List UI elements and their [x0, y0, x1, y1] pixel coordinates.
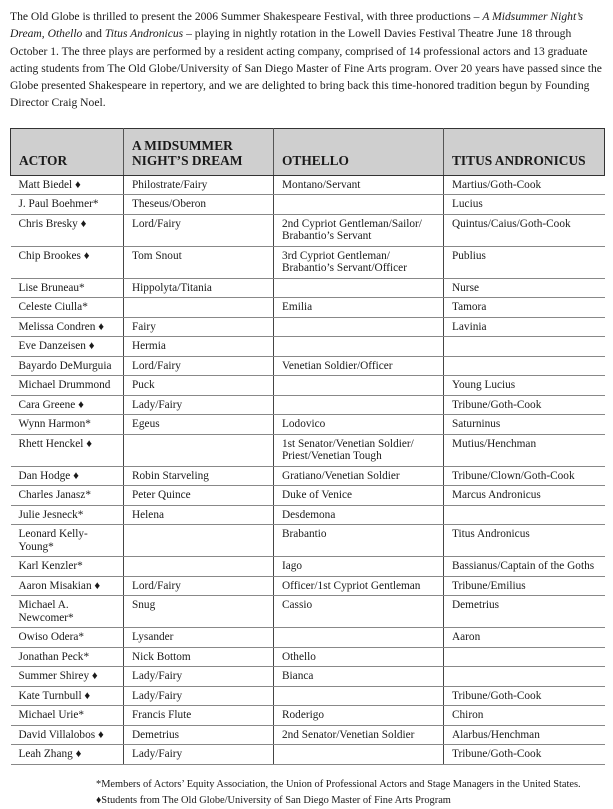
play-titles: A Midsummer Night’s Dream, Othello — [10, 10, 584, 41]
othello-role-cell: Montano/Servant — [274, 175, 444, 195]
table-row — [11, 647, 605, 667]
othello-role-cell — [274, 278, 444, 298]
table-row — [11, 486, 605, 506]
midsummer-role-cell: Francis Flute — [124, 706, 274, 726]
midsummer-role-cell: Theseus/Oberon — [124, 195, 274, 215]
midsummer-role-cell: Robin Starveling — [124, 466, 274, 486]
othello-role-cell: Roderigo — [274, 706, 444, 726]
titus-role-cell: Tribune/Emilius — [444, 576, 605, 596]
titus-role-cell: Alarbus/Henchman — [444, 725, 605, 745]
header-titus: TITUS ANDRONICUS — [444, 128, 605, 175]
titus-role-cell: Tribune/Goth-Cook — [444, 395, 605, 415]
othello-role-cell: Emilia — [274, 298, 444, 318]
midsummer-role-cell: Lady/Fairy — [124, 395, 274, 415]
midsummer-role-cell: Fairy — [124, 317, 274, 337]
othello-role-cell: Othello — [274, 647, 444, 667]
midsummer-role-cell — [124, 525, 274, 557]
actor-cell: Owiso Odera* — [11, 628, 124, 648]
titus-role-cell: Demetrius — [444, 596, 605, 628]
titus-role-cell: Martius/Goth-Cook — [444, 175, 605, 195]
actor-cell: Charles Janasz* — [11, 486, 124, 506]
midsummer-role-cell — [124, 434, 274, 466]
actor-cell: Lise Bruneau* — [11, 278, 124, 298]
midsummer-role-cell: Lord/Fairy — [124, 576, 274, 596]
midsummer-role-cell: Nick Bottom — [124, 647, 274, 667]
midsummer-role-cell: Helena — [124, 505, 274, 525]
table-row — [11, 356, 605, 376]
titus-role-cell: Tamora — [444, 298, 605, 318]
midsummer-role-cell: Lord/Fairy — [124, 356, 274, 376]
titus-role-cell: Marcus Andronicus — [444, 486, 605, 506]
actor-cell: Michael Drummond — [11, 376, 124, 396]
titus-role-cell — [444, 356, 605, 376]
header-row — [11, 128, 605, 175]
othello-role-cell: Lodovico — [274, 415, 444, 435]
othello-role-cell: 3rd Cypriot Gentleman/ Brabantio’s Servant/Officer — [274, 246, 444, 278]
midsummer-role-cell: Philostrate/Fairy — [124, 175, 274, 195]
titus-role-cell — [444, 667, 605, 687]
othello-role-cell — [274, 317, 444, 337]
actor-cell: Eve Danzeisen ♦ — [11, 337, 124, 357]
titus-role-cell: Tribune/Goth-Cook — [444, 745, 605, 765]
othello-role-cell — [274, 376, 444, 396]
intro-text: The Old Globe is thrilled to present the 2006 Summer Shakespeare Festival, with three productions – — [10, 10, 483, 23]
actor-cell: Summer Shirey ♦ — [11, 667, 124, 687]
othello-role-cell: Gratiano/Venetian Soldier — [274, 466, 444, 486]
titus-role-cell: Tribune/Goth-Cook — [444, 686, 605, 706]
titus-role-cell — [444, 337, 605, 357]
titus-role-cell: Quintus/Caius/Goth-Cook — [444, 214, 605, 246]
table-row — [11, 434, 605, 466]
actor-cell: Leonard Kelly-Young* — [11, 525, 124, 557]
othello-role-cell — [274, 745, 444, 765]
table-row — [11, 505, 605, 525]
table-row — [11, 246, 605, 278]
midsummer-role-cell — [124, 557, 274, 577]
actor-cell: Michael A. Newcomer* — [11, 596, 124, 628]
intro-text: – playing in nightly rotation in the Lowell Davies Festival Theatre June 18 through October 1. The three plays are performed by a resident acting company, comprised of 14 professional actors and 13 graduate acting students from The Old Globe/University of San Diego Master of Fine Arts program. Over 20 years have passed since the Globe presented Shakespeare in repertory, and we are delighted to bring back this time-honored tradition begun by Founding Director Craig Noel. — [10, 27, 602, 110]
actor-cell: Dan Hodge ♦ — [11, 466, 124, 486]
footnotes — [96, 777, 604, 809]
table-row — [11, 298, 605, 318]
actor-cell: Cara Greene ♦ — [11, 395, 124, 415]
titus-role-cell: Lucius — [444, 195, 605, 215]
header-midsummer: A MIDSUMMER NIGHT’S DREAM — [124, 128, 274, 175]
titus-role-cell — [444, 505, 605, 525]
midsummer-role-cell: Egeus — [124, 415, 274, 435]
titus-role-cell: Publius — [444, 246, 605, 278]
actor-cell: Leah Zhang ♦ — [11, 745, 124, 765]
midsummer-role-cell: Puck — [124, 376, 274, 396]
header-othello: OTHELLO — [274, 128, 444, 175]
othello-role-cell: 1st Senator/Venetian Soldier/ Priest/Venetian Tough — [274, 434, 444, 466]
table-row — [11, 745, 605, 765]
students-note: ♦Students from The Old Globe/University of San Diego Master of Fine Arts Program — [96, 794, 451, 806]
othello-role-cell — [274, 395, 444, 415]
table-row — [11, 557, 605, 577]
actor-cell: Kate Turnbull ♦ — [11, 686, 124, 706]
titus-role-cell: Young Lucius — [444, 376, 605, 396]
actor-cell: Rhett Henckel ♦ — [11, 434, 124, 466]
actor-cell: David Villalobos ♦ — [11, 725, 124, 745]
midsummer-role-cell: Lady/Fairy — [124, 745, 274, 765]
midsummer-role-cell: Lady/Fairy — [124, 686, 274, 706]
table-row — [11, 376, 605, 396]
table-row — [11, 596, 605, 628]
titus-role-cell: Mutius/Henchman — [444, 434, 605, 466]
midsummer-role-cell: Tom Snout — [124, 246, 274, 278]
titus-role-cell: Chiron — [444, 706, 605, 726]
equity-note: *Members of Actors’ Equity Association, the Union of Professional Actors and Stage Managers in the United States. — [96, 778, 581, 790]
midsummer-role-cell: Hermia — [124, 337, 274, 357]
cast-table — [10, 128, 605, 765]
titus-role-cell: Nurse — [444, 278, 605, 298]
play-title-titus: Titus Andronicus — [104, 27, 184, 41]
table-row — [11, 337, 605, 357]
table-row — [11, 278, 605, 298]
midsummer-role-cell: Snug — [124, 596, 274, 628]
table-row — [11, 415, 605, 435]
othello-role-cell: Duke of Venice — [274, 486, 444, 506]
midsummer-role-cell: Demetrius — [124, 725, 274, 745]
table-row — [11, 466, 605, 486]
othello-role-cell: 2nd Cypriot Gentleman/Sailor/ Brabantio’s Servant — [274, 214, 444, 246]
actor-cell: Michael Urie* — [11, 706, 124, 726]
actor-cell: Karl Kenzler* — [11, 557, 124, 577]
table-row — [11, 576, 605, 596]
midsummer-role-cell: Lord/Fairy — [124, 214, 274, 246]
table-row — [11, 525, 605, 557]
table-row — [11, 317, 605, 337]
othello-role-cell: Bianca — [274, 667, 444, 687]
titus-role-cell: Saturninus — [444, 415, 605, 435]
othello-role-cell: Iago — [274, 557, 444, 577]
titus-role-cell: Tribune/Clown/Goth-Cook — [444, 466, 605, 486]
actor-cell: Aaron Misakian ♦ — [11, 576, 124, 596]
table-row — [11, 725, 605, 745]
table-body — [11, 175, 605, 764]
othello-role-cell — [274, 195, 444, 215]
table-row — [11, 628, 605, 648]
titus-role-cell: Titus Andronicus — [444, 525, 605, 557]
intro-paragraph — [10, 8, 606, 112]
table-row — [11, 175, 605, 195]
actor-cell: Julie Jesneck* — [11, 505, 124, 525]
table-row — [11, 667, 605, 687]
midsummer-role-cell: Lady/Fairy — [124, 667, 274, 687]
intro-text: and — [82, 27, 105, 41]
midsummer-role-cell: Peter Quince — [124, 486, 274, 506]
table-row — [11, 395, 605, 415]
table-row — [11, 214, 605, 246]
othello-role-cell — [274, 686, 444, 706]
actor-cell: Wynn Harmon* — [11, 415, 124, 435]
actor-cell: Chip Brookes ♦ — [11, 246, 124, 278]
titus-role-cell: Bassianus/Captain of the Goths — [444, 557, 605, 577]
titus-role-cell — [444, 647, 605, 667]
actor-cell: J. Paul Boehmer* — [11, 195, 124, 215]
table-row — [11, 195, 605, 215]
actor-cell: Bayardo DeMurguia — [11, 356, 124, 376]
table-row — [11, 686, 605, 706]
othello-role-cell: Desdemona — [274, 505, 444, 525]
othello-role-cell: Venetian Soldier/Officer — [274, 356, 444, 376]
actor-cell: Melissa Condren ♦ — [11, 317, 124, 337]
header-actor: ACTOR — [11, 128, 124, 175]
othello-role-cell: 2nd Senator/Venetian Soldier — [274, 725, 444, 745]
othello-role-cell: Brabantio — [274, 525, 444, 557]
actor-cell: Jonathan Peck* — [11, 647, 124, 667]
midsummer-role-cell: Lysander — [124, 628, 274, 648]
othello-role-cell: Officer/1st Cypriot Gentleman — [274, 576, 444, 596]
actor-cell: Celeste Ciulla* — [11, 298, 124, 318]
titus-role-cell: Lavinia — [444, 317, 605, 337]
othello-role-cell: Cassio — [274, 596, 444, 628]
midsummer-role-cell — [124, 298, 274, 318]
othello-role-cell — [274, 337, 444, 357]
actor-cell: Matt Biedel ♦ — [11, 175, 124, 195]
midsummer-role-cell: Hippolyta/Titania — [124, 278, 274, 298]
table-row — [11, 706, 605, 726]
actor-cell: Chris Bresky ♦ — [11, 214, 124, 246]
titus-role-cell: Aaron — [444, 628, 605, 648]
othello-role-cell — [274, 628, 444, 648]
